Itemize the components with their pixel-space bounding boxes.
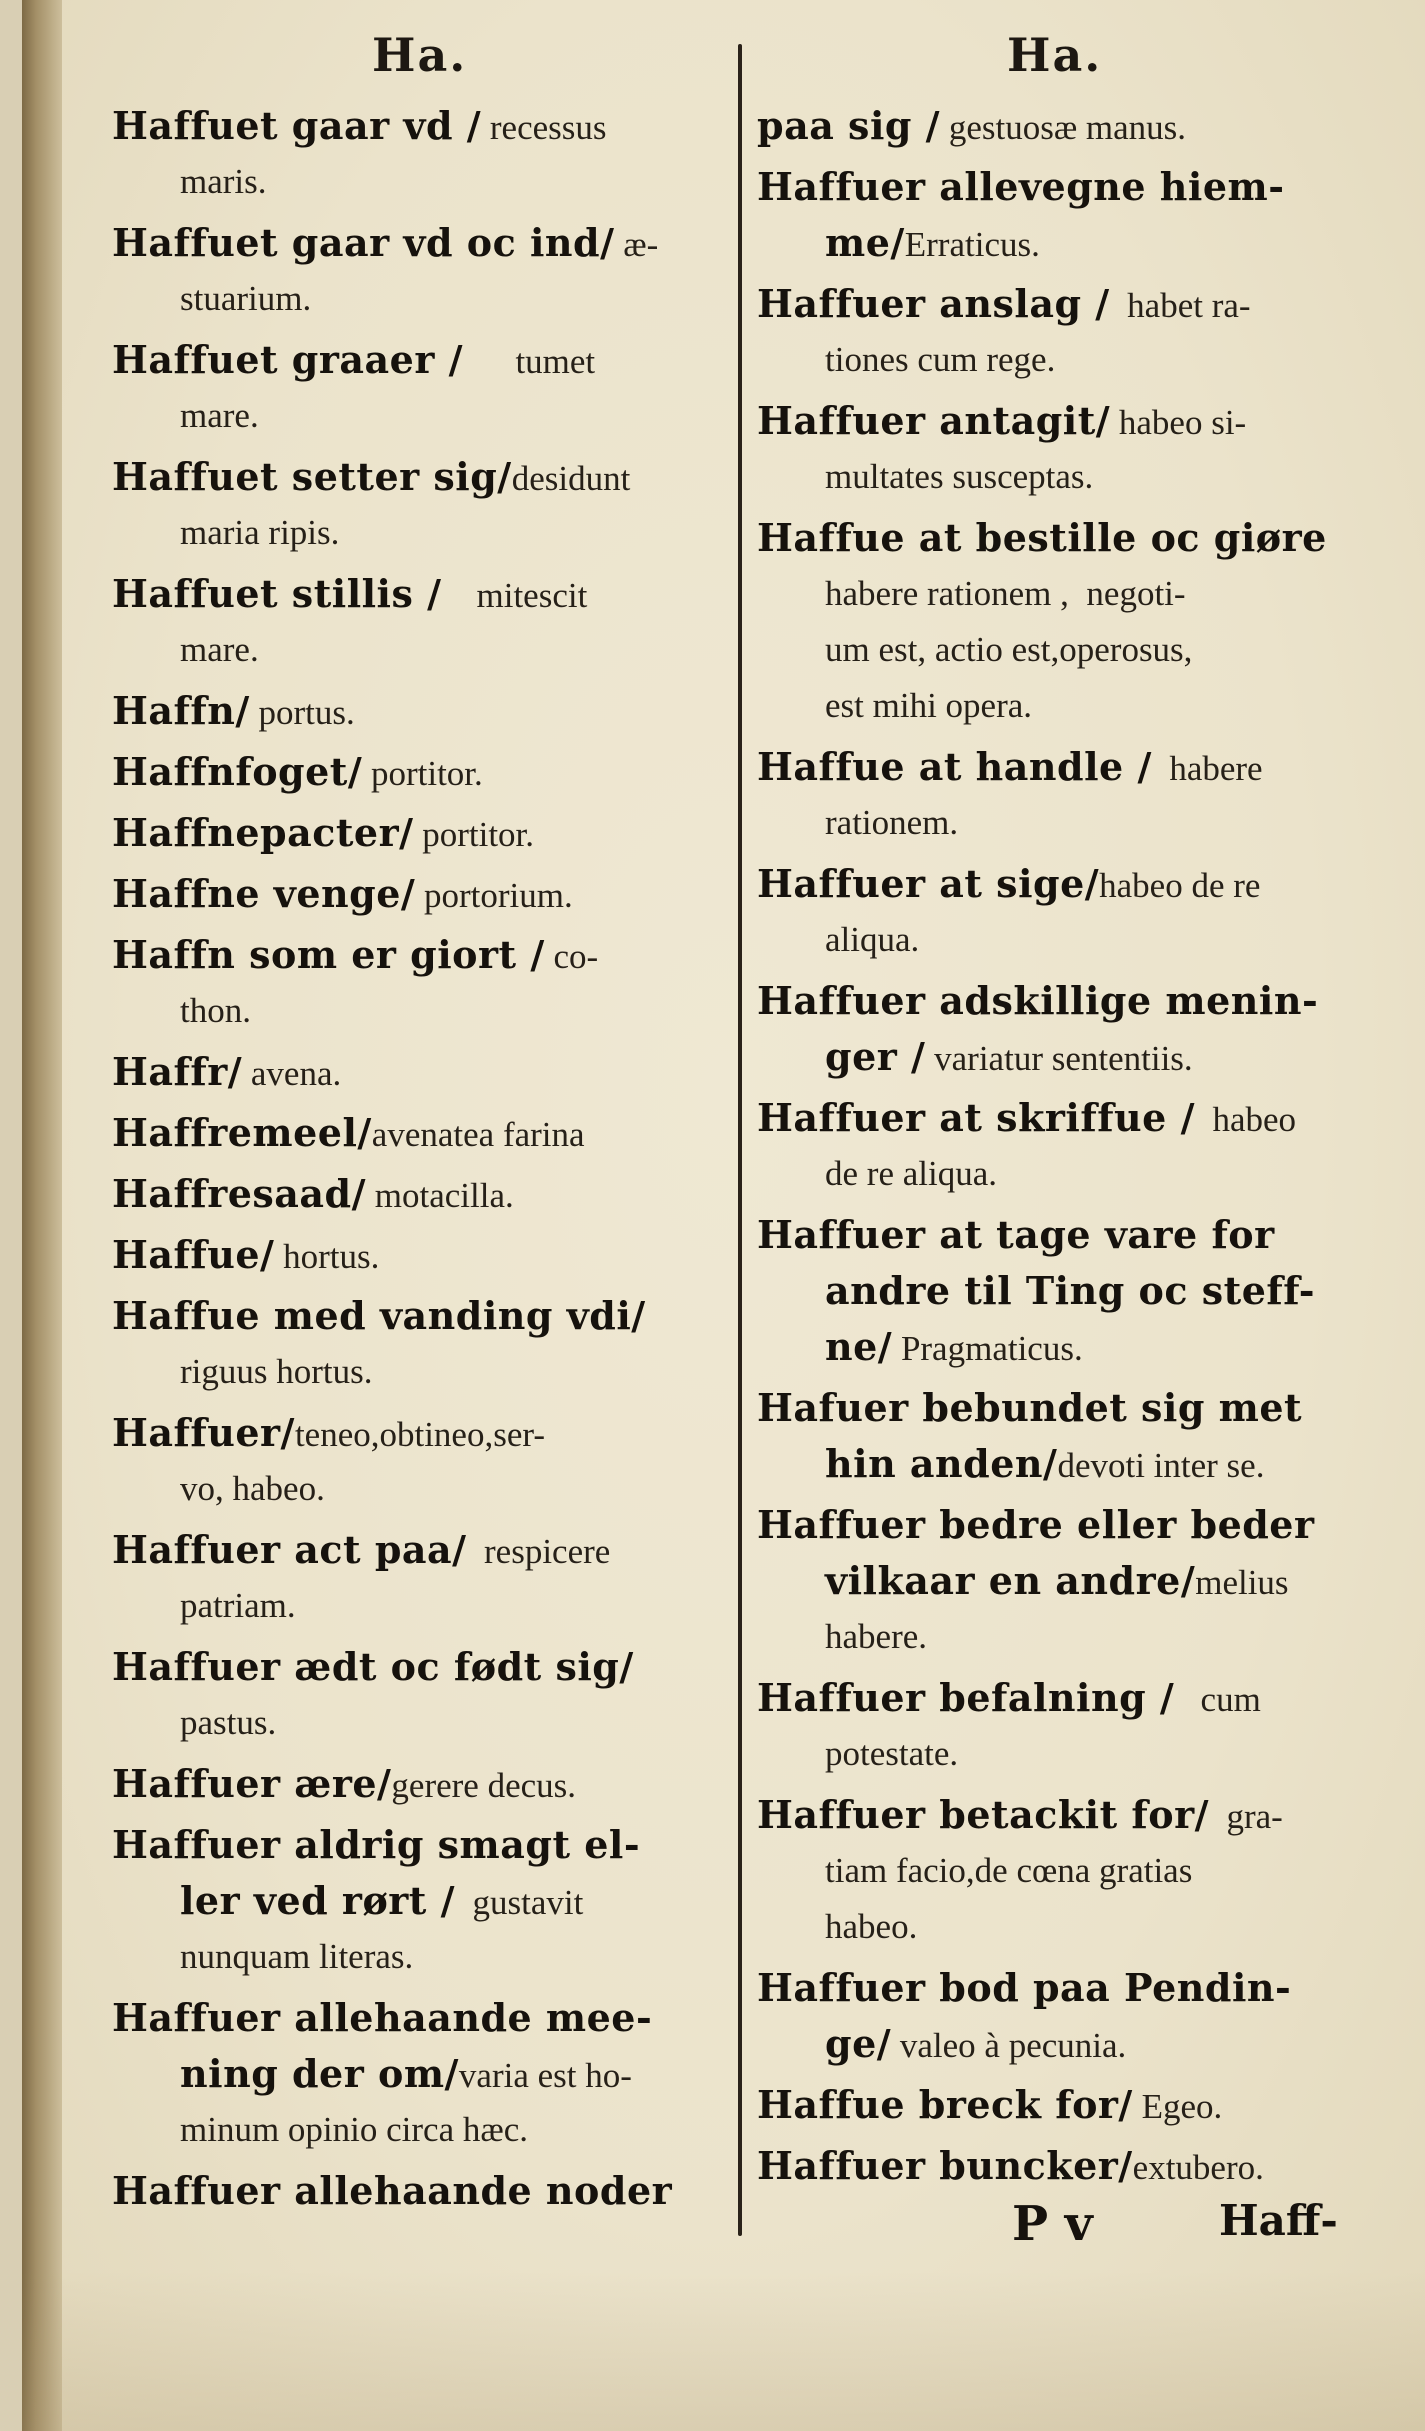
dictionary-entry	[112, 1166, 722, 1222]
dictionary-entry	[757, 1670, 1372, 1782]
headword: Haffuer at skriffue /	[757, 1095, 1195, 1140]
book-page	[22, 0, 1425, 2431]
translation: portorium.	[415, 876, 573, 915]
translation-continuation: maris.	[180, 162, 267, 201]
page-shade	[22, 2271, 1425, 2431]
headword: Haffuer/	[112, 1410, 295, 1455]
translation: habere	[1151, 749, 1263, 788]
translation-continuation: pastus.	[180, 1703, 277, 1742]
translation-continuation: habeo.	[825, 1907, 918, 1946]
translation: co-	[544, 937, 599, 976]
dictionary-entry	[112, 2163, 722, 2219]
translation: cum	[1174, 1680, 1261, 1719]
dictionary-entry	[112, 566, 722, 678]
translation: devoti inter se.	[1057, 1446, 1265, 1485]
dictionary-entry	[757, 1497, 1372, 1665]
dictionary-entry	[757, 1960, 1372, 2072]
dictionary-entry	[757, 1380, 1372, 1492]
translation-continuation: stuarium.	[180, 279, 312, 318]
translation-continuation: patriam.	[180, 1586, 296, 1625]
dictionary-entry	[112, 1405, 722, 1517]
headword: ning der om/	[180, 2051, 459, 2096]
translation: extubero.	[1132, 2148, 1264, 2187]
dictionary-entry	[112, 1044, 722, 1100]
headword: Haffuer act paa/	[112, 1527, 467, 1572]
headword: andre til Ting oc steff-	[825, 1268, 1315, 1313]
translation-continuation: tiam facio,de cœna gratias	[825, 1851, 1193, 1890]
translation-continuation: mare.	[180, 396, 259, 435]
headword: Haffue/	[112, 1232, 275, 1277]
headword: Haffuer at tage vare for	[757, 1212, 1275, 1257]
translation: melius	[1195, 1563, 1289, 1602]
translation-continuation: riguus hortus.	[180, 1352, 373, 1391]
dictionary-entry	[112, 683, 722, 739]
headword: Haffuet stillis /	[112, 571, 442, 616]
headword: Haffue breck for/	[757, 2082, 1133, 2127]
translation: gustavit	[454, 1883, 584, 1922]
translation: gra-	[1208, 1797, 1283, 1836]
headword: Haffnfoget/	[112, 749, 363, 794]
translation: Egeo.	[1132, 2087, 1223, 2126]
dictionary-entry	[112, 1105, 722, 1161]
dictionary-entry	[112, 744, 722, 800]
translation: desidunt	[511, 459, 631, 498]
dictionary-entry	[112, 1990, 722, 2158]
dictionary-entry	[757, 856, 1372, 968]
dictionary-entry	[112, 449, 722, 561]
headword: Haffue at handle /	[757, 744, 1152, 789]
dictionary-entry	[757, 973, 1372, 1085]
dictionary-entry	[112, 866, 722, 922]
dictionary-entry	[112, 1756, 722, 1812]
headword: ger /	[825, 1034, 926, 1079]
headword: Haffuer betackit for/	[757, 1792, 1209, 1837]
headword: Haffuer allehaande mee-	[112, 1995, 653, 2040]
translation: portus.	[249, 693, 355, 732]
dictionary-entry	[112, 927, 722, 1039]
translation: habeo	[1194, 1100, 1297, 1139]
headword: Haffue at bestille oc giøre	[757, 515, 1327, 560]
running-head-left: Ha.	[372, 28, 468, 82]
translation: recessus	[481, 108, 607, 147]
dictionary-entry	[112, 215, 722, 327]
headword: Haffuer anslag /	[757, 281, 1110, 326]
translation: gestuosæ manus.	[940, 108, 1187, 147]
translation: habeo si-	[1110, 403, 1247, 442]
headword: Hafuer bebundet sig met	[757, 1385, 1303, 1430]
dictionary-entry	[112, 332, 722, 444]
headword: me/	[825, 220, 905, 265]
translation: mitescit	[441, 576, 588, 615]
translation: Pragmaticus.	[892, 1329, 1083, 1368]
translation: tumet	[462, 342, 596, 381]
headword: Haffuer allehaande noder	[112, 2168, 673, 2213]
translation: hortus.	[274, 1237, 380, 1276]
translation-continuation: thon.	[180, 991, 251, 1030]
dictionary-entry	[757, 276, 1372, 388]
dictionary-entry	[757, 510, 1372, 734]
translation: habet ra-	[1109, 286, 1251, 325]
headword: Haffuer ædt oc født sig/	[112, 1644, 634, 1689]
translation: æ-	[614, 225, 659, 264]
dictionary-entry	[757, 393, 1372, 505]
headword: Haffuer bedre eller beder	[757, 1502, 1315, 1547]
headword: Haffuet setter sig/	[112, 454, 512, 499]
translation: avenatea farina	[371, 1115, 585, 1154]
page-gutter	[22, 0, 62, 2431]
dictionary-entry	[112, 1522, 722, 1634]
translation-continuation: est mihi opera.	[825, 686, 1033, 725]
translation: valeo à pecunia.	[891, 2026, 1127, 2065]
headword: hin anden/	[825, 1441, 1058, 1486]
dictionary-entry	[757, 159, 1372, 271]
translation-continuation: aliqua.	[825, 920, 920, 959]
translation-continuation: tiones cum rege.	[825, 340, 1056, 379]
headword: Haffuer aldrig smagt el-	[112, 1822, 641, 1867]
headword: Haffr/	[112, 1049, 243, 1094]
translation-continuation: habere rationem , negoti-	[825, 574, 1186, 613]
translation: gerere decus.	[391, 1766, 577, 1805]
headword: vilkaar en andre/	[825, 1558, 1196, 1603]
catchword: Haff-	[1219, 2196, 1338, 2245]
headword: Haffuer at sige/	[757, 861, 1100, 906]
running-head-right: Ha.	[1007, 28, 1103, 82]
dictionary-entry	[757, 1787, 1372, 1955]
dictionary-entry	[112, 1288, 722, 1400]
translation-continuation: mare.	[180, 630, 259, 669]
translation: teneo,obtineo,ser-	[294, 1415, 545, 1454]
column-rule	[738, 44, 742, 2236]
headword: Haffuer antagit/	[757, 398, 1111, 443]
translation: avena.	[242, 1054, 342, 1093]
translation-continuation: nunquam literas.	[180, 1937, 414, 1976]
headword: ge/	[825, 2021, 892, 2066]
headword: Haffuer allevegne hiem-	[757, 164, 1285, 209]
translation-continuation: habere.	[825, 1617, 928, 1656]
translation: Erraticus.	[904, 225, 1040, 264]
translation: respicere	[466, 1532, 611, 1571]
translation-continuation: rationem.	[825, 803, 959, 842]
headword: Haffuer adskillige menin-	[757, 978, 1319, 1023]
translation-continuation: potestate.	[825, 1734, 959, 1773]
signature-mark: P v	[1012, 2196, 1093, 2252]
dictionary-entry	[112, 98, 722, 210]
headword: ler ved rørt /	[180, 1878, 455, 1923]
translation: portitor.	[362, 754, 483, 793]
translation: varia est ho-	[458, 2056, 632, 2095]
dictionary-entry	[757, 1207, 1372, 1375]
headword: Haffuer bod paa Pendin-	[757, 1965, 1292, 2010]
translation: habeo de re	[1099, 866, 1261, 905]
dictionary-entry	[112, 805, 722, 861]
headword: Haffuer buncker/	[757, 2143, 1133, 2188]
headword: Haffuer ære/	[112, 1761, 392, 1806]
dictionary-entry	[757, 1090, 1372, 1202]
dictionary-entry	[112, 1227, 722, 1283]
headword: Haffresaad/	[112, 1171, 367, 1216]
headword: Haffuet gaar vd oc ind/	[112, 220, 615, 265]
translation-continuation: um est, actio est,operosus,	[825, 630, 1193, 669]
translation-continuation: minum opinio circa hæc.	[180, 2110, 528, 2149]
translation: motacilla.	[366, 1176, 514, 1215]
dictionary-entry	[757, 739, 1372, 851]
translation: portitor.	[413, 815, 535, 854]
headword: paa sig /	[757, 103, 941, 148]
headword: Haffue med vanding vdi/	[112, 1293, 646, 1338]
headword: Haffremeel/	[112, 1110, 372, 1155]
translation: variatur sententiis.	[925, 1039, 1193, 1078]
headword: Haffuer befalning /	[757, 1675, 1175, 1720]
dictionary-entry	[112, 1817, 722, 1985]
dictionary-entry	[112, 1639, 722, 1751]
headword: Haffn som er giort /	[112, 932, 545, 977]
dictionary-entry	[757, 2138, 1372, 2194]
dictionary-entry	[757, 98, 1372, 154]
dictionary-entry	[757, 2077, 1372, 2133]
headword: Haffuet graaer /	[112, 337, 463, 382]
headword: Haffne venge/	[112, 871, 416, 916]
translation-continuation: de re aliqua.	[825, 1154, 997, 1193]
headword: ne/	[825, 1324, 893, 1369]
headword: Haffuet gaar vd /	[112, 103, 482, 148]
headword: Haffn/	[112, 688, 250, 733]
headword: Haffnepacter/	[112, 810, 414, 855]
translation-continuation: maria ripis.	[180, 513, 340, 552]
translation-continuation: vo, habeo.	[180, 1469, 325, 1508]
translation-continuation: multates susceptas.	[825, 457, 1094, 496]
